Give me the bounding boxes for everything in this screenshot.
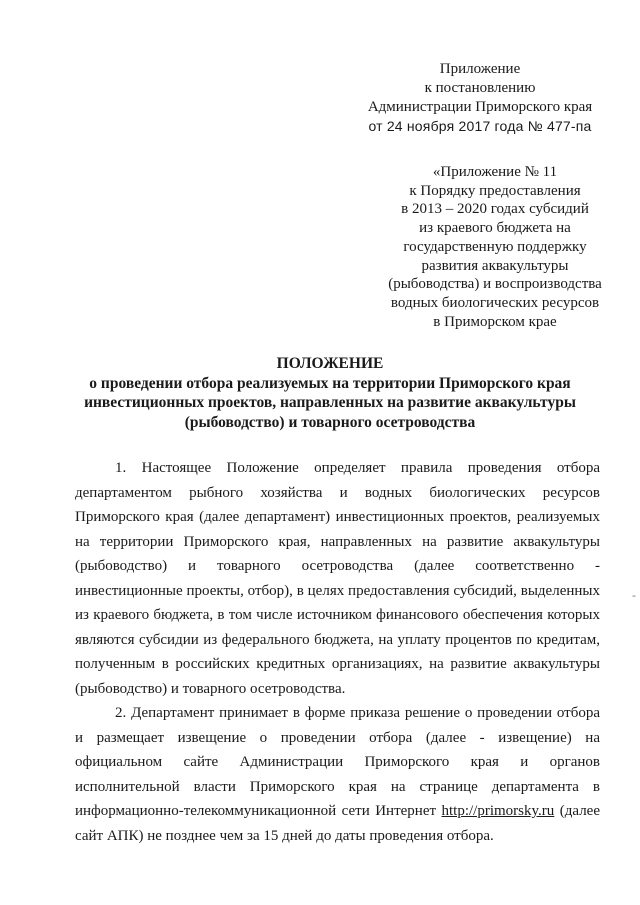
annex-line: «Приложение № 11 xyxy=(432,164,558,180)
approval-line-administration: Администрации Приморского края xyxy=(367,99,593,115)
approval-block xyxy=(340,60,620,136)
approval-line-resolution: к постановлению xyxy=(424,80,536,96)
margin-mark: - xyxy=(632,588,636,602)
approval-line-annex: Приложение xyxy=(439,61,521,77)
annex-line: из краевого бюджета на xyxy=(419,220,571,237)
annex-line: развития аквакультуры xyxy=(421,257,569,274)
document-title xyxy=(60,354,600,432)
title-heading: ПОЛОЖЕНИЕ xyxy=(276,355,384,372)
title-subtitle-line: инвестиционных проектов, направленных на развитие аквакультуры xyxy=(84,394,576,411)
annex-block xyxy=(360,163,630,331)
annex-line: государственную поддержку xyxy=(403,238,587,255)
title-subtitle-line: (рыбоводство) и товарного осетроводства xyxy=(184,413,476,431)
annex-line: в 2013 – 2020 годах субсидий xyxy=(401,201,589,218)
annex-line: (рыбоводства) и воспроизводства xyxy=(388,276,602,293)
annex-line: к Порядку предоставления xyxy=(409,182,581,199)
paragraph-2 xyxy=(75,701,600,848)
approval-line-date-number: от 24 ноября 2017 года № 477-па xyxy=(368,118,592,134)
annex-line: в Приморском крае xyxy=(433,313,557,330)
title-subtitle-line: о проведении отбора реализуемых на территории Приморского края xyxy=(89,374,571,392)
paragraph-1: 1. Настоящее Положение определяет правила проведения отбора департаментом рыбного хозяйства и водных биологических ресурсов Приморского края (далее департамент) инвестиционных проектов, реализуемых на территории Приморского края, направленных на развитие аквакультуры (рыбоводство) и товарного осетроводства (далее соответственно - инвестиционные проекты, отбор), в целях предоставления субсидий, выделенных из краевого бюджета, в том числе источником финансового обеспечения которых являются субсидии из федерального бюджета, на уплату процентов по кредитам, полученным в российских кредитных организациях, на развитие аквакультуры (рыбоводство) и товарного осетроводства. xyxy=(75,460,600,697)
document-body xyxy=(75,456,600,848)
annex-line: водных биологических ресурсов xyxy=(390,294,600,311)
paragraph-2-text-end: (далее сайт АПК) не позднее чем за 15 дней до даты проведения отбора. xyxy=(75,803,600,844)
primorsky-link[interactable]: http://primorsky.ru xyxy=(441,803,555,819)
paragraph-2-text: 2. Департамент принимает в форме приказа решение о проведении отбора и размещает извещение о проведении отбора (далее - извещение) на официальном сайте Администрации Приморского края и органов исполнительной власти Приморского края на странице департамента в информационно-телекоммуникационной сети Интернет xyxy=(75,705,600,819)
